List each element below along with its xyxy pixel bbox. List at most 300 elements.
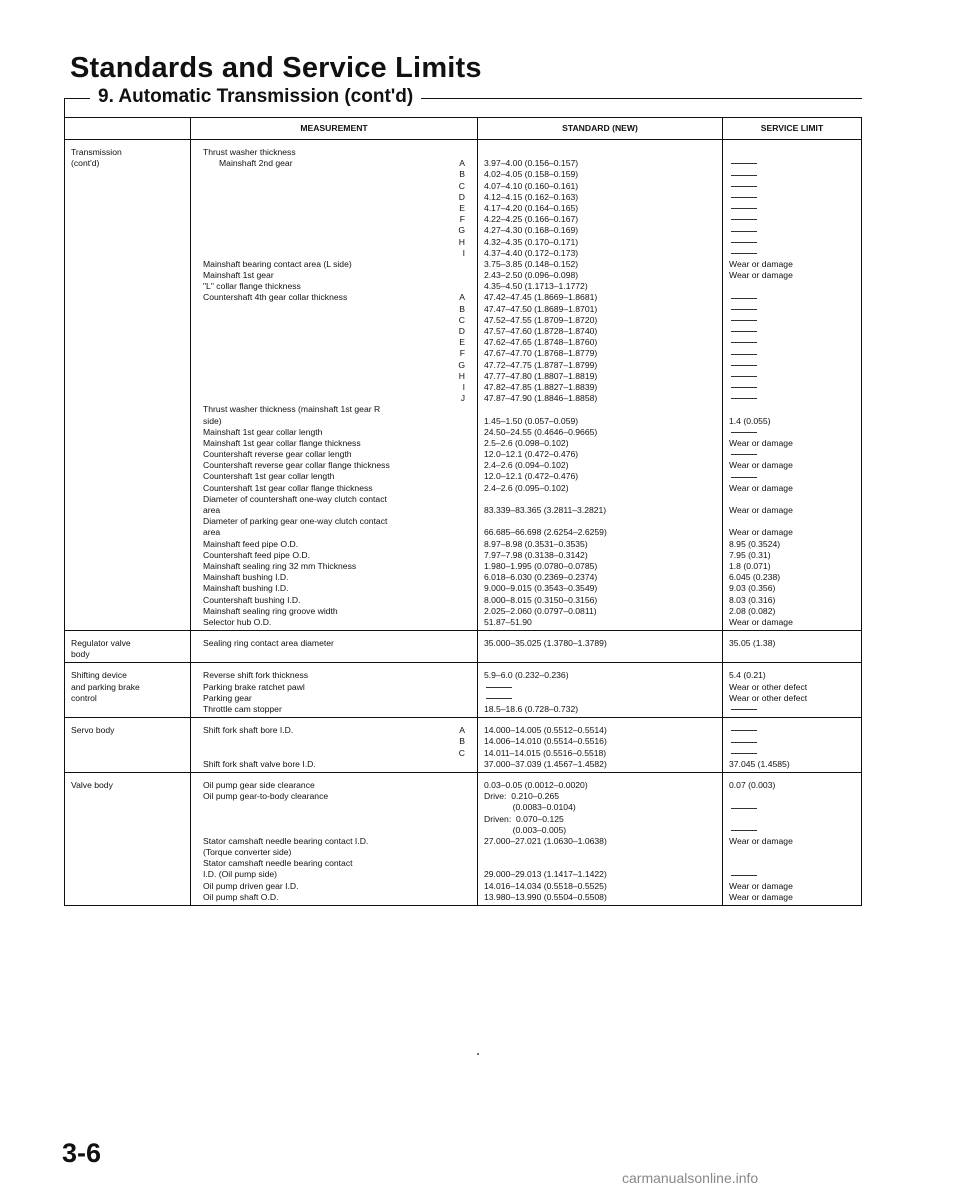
standard-value: [478, 304, 722, 315]
category-label: Transmission: [71, 147, 122, 157]
standard-text: 2.5–2.6 (0.098–0.102): [484, 437, 569, 448]
standard-cell: [478, 663, 723, 718]
measurement-label: Shift fork shaft valve bore I.D.: [203, 758, 316, 769]
standard-text: 35.000–35.025 (1.3780–1.3789): [484, 638, 607, 649]
standard-value: [478, 404, 722, 415]
standard-value: [478, 825, 722, 836]
dash-mark: [731, 253, 757, 254]
standard-text: 4.12–4.15 (0.162–0.163): [484, 191, 579, 202]
measurement-line: [191, 404, 477, 415]
dash-mark: [731, 219, 757, 220]
service-limit-text: 35.05 (1.38): [729, 638, 776, 649]
standard-text: 1.45–1.50 (0.057–0.059): [484, 415, 579, 426]
service-limit-value: [723, 237, 861, 248]
measurement-label: Countershaft reverse gear collar flange thickness: [203, 460, 390, 471]
measurement-label: Parking gear: [203, 692, 252, 703]
standard-text: 1.980–1.995 (0.0780–0.0785): [484, 560, 598, 571]
measurement-label: Mainshaft bearing contact area (L side): [203, 258, 352, 269]
service-limit-value: [723, 606, 861, 617]
standard-value: [478, 516, 722, 527]
measurement-label: Oil pump driven gear I.D.: [203, 880, 299, 891]
measurement-line: [191, 337, 477, 348]
service-limit-value: [723, 527, 861, 538]
measurement-label: Mainshaft bushing I.D.: [203, 583, 289, 594]
measurement-line: [191, 225, 477, 236]
dash-mark: [731, 197, 757, 198]
standard-text: 37.000–37.039 (1.4567–1.4582): [484, 758, 607, 769]
service-limit-value: [723, 449, 861, 460]
dash-mark: [486, 687, 512, 688]
standard-text: 7.97–7.98 (0.3138–0.3142): [484, 549, 588, 560]
service-limit-text: Wear or damage: [729, 270, 793, 281]
standard-value: [478, 360, 722, 371]
service-limit-value: [723, 158, 861, 169]
standard-cell: [478, 718, 723, 773]
service-limit-value: [723, 847, 861, 858]
measurement-line: [191, 270, 477, 281]
service-limit-value: [723, 505, 861, 516]
service-limit-value: [723, 315, 861, 326]
standard-text: 47.67–47.70 (1.8768–1.8779): [484, 348, 598, 359]
dash-mark: [731, 208, 757, 209]
standard-text: 4.32–4.35 (0.170–0.171): [484, 236, 579, 247]
category-label: (cont'd): [71, 158, 100, 169]
category-cell: [65, 631, 191, 663]
measurement-label: Reverse shift fork thickness: [203, 670, 309, 681]
measurement-line: [191, 802, 477, 813]
measurement-line: [191, 693, 477, 704]
service-limit-value: [723, 693, 861, 704]
service-limit-value: [723, 561, 861, 572]
standard-text: 47.62–47.65 (1.8748–1.8760): [484, 337, 598, 348]
measurement-suffix: C: [458, 314, 465, 325]
standard-text: 8.000–8.015 (0.3150–0.3156): [484, 594, 598, 605]
measurement-suffix: D: [458, 191, 465, 202]
service-limit-cell: [723, 140, 862, 631]
standard-value: [478, 281, 722, 292]
dash-mark: [731, 454, 757, 455]
standard-value: [478, 460, 722, 471]
service-limit-text: Wear or damage: [729, 880, 793, 891]
service-limit-text: Wear or other defect: [729, 692, 808, 703]
measurement-suffix: A: [459, 725, 465, 736]
standard-text: 47.77–47.80 (1.8807–1.8819): [484, 370, 598, 381]
measurement-label: Countershaft feed pipe O.D.: [203, 549, 311, 560]
measurement-label: Mainshaft sealing ring groove width: [203, 605, 338, 616]
standard-value: [478, 483, 722, 494]
measurement-label: Mainshaft sealing ring 32 mm Thickness: [203, 560, 357, 571]
service-limit-value: [723, 203, 861, 214]
measurement-label: Mainshaft feed pipe O.D.: [203, 538, 299, 549]
dash-mark: [731, 331, 757, 332]
service-limit-text: Wear or damage: [729, 616, 793, 627]
service-limit-value: [723, 382, 861, 393]
measurement-label: area: [203, 527, 221, 538]
measurement-line: [191, 360, 477, 371]
measurement-label: Countershaft reverse gear collar length: [203, 449, 352, 460]
measurement-line: [191, 825, 477, 836]
service-limit-value: [723, 471, 861, 482]
service-limit-value: [723, 638, 861, 649]
standard-text: 2.025–2.060 (0.0797–0.0811): [484, 605, 597, 616]
service-limit-text: 6.045 (0.238): [729, 572, 781, 583]
service-limit-value: [723, 670, 861, 681]
watermark: carmanualsonline.info: [622, 1170, 759, 1186]
standard-text: 2.4–2.6 (0.094–0.102): [484, 460, 569, 471]
measurement-suffix: A: [459, 292, 465, 303]
standard-text: 47.42–47.45 (1.8669–1.8681): [484, 292, 598, 303]
standard-value: [478, 858, 722, 869]
measurement-line: [191, 326, 477, 337]
measurement-line: [191, 460, 477, 471]
service-limit-value: [723, 550, 861, 561]
page-title: Standards and Service Limits: [70, 52, 482, 84]
service-limit-value: [723, 438, 861, 449]
measurement-label: Mainshaft bushing I.D.: [203, 572, 289, 583]
standard-value: [478, 791, 722, 802]
standard-text: 66.685–66.698 (2.6254–2.6259): [484, 527, 607, 538]
standard-text: 14.016–14.034 (0.5518–0.5525): [484, 880, 607, 891]
category-label: and parking brake: [71, 681, 140, 692]
dash-mark: [731, 242, 757, 243]
measurement-line: [191, 725, 477, 736]
standard-text: 2.4–2.6 (0.095–0.102): [484, 482, 569, 493]
standard-value: [478, 337, 722, 348]
measurement-label: Mainshaft 1st gear collar flange thickness: [203, 437, 361, 448]
measurement-line: [191, 304, 477, 315]
measurement-label: (Torque converter side): [203, 847, 292, 858]
standard-text: 4.17–4.20 (0.164–0.165): [484, 202, 579, 213]
dash-mark: [731, 175, 757, 176]
category-label: control: [71, 692, 97, 703]
measurement-line: [191, 836, 477, 847]
measurement-label: Countershaft 1st gear collar length: [203, 471, 335, 482]
category-cell: [65, 718, 191, 773]
measurement-line: [191, 606, 477, 617]
measurement-line: [191, 572, 477, 583]
table-body: [65, 140, 862, 906]
measurement-label: Stator camshaft needle bearing contact I.D.: [203, 835, 369, 846]
standard-value: [478, 748, 722, 759]
measurement-suffix: F: [459, 348, 465, 359]
standard-value: [478, 348, 722, 359]
standard-text: 14.000–14.005 (0.5512–0.5514): [484, 725, 607, 736]
service-limit-text: Wear or damage: [729, 460, 793, 471]
measurement-label: Countershaft 4th gear collar thickness: [203, 292, 348, 303]
service-limit-value: [723, 802, 861, 813]
standard-text: 3.97–4.00 (0.156–0.157): [484, 158, 579, 169]
standard-text: 5.9–6.0 (0.232–0.236): [484, 670, 569, 681]
service-limit-text: Wear or damage: [729, 258, 793, 269]
dash-mark: [731, 753, 757, 754]
header-blank: [65, 118, 191, 140]
standard-value: [478, 780, 722, 791]
standard-value: [478, 869, 722, 880]
dash-mark: [731, 875, 757, 876]
service-limit-value: [723, 595, 861, 606]
category-cell: [65, 772, 191, 905]
standard-value: [478, 725, 722, 736]
standard-text: 83.339–83.365 (3.2811–3.2821): [484, 505, 607, 515]
measurement-suffix: F: [459, 214, 465, 225]
measurement-line: [191, 237, 477, 248]
measurement-suffix: E: [459, 337, 465, 348]
measurement-cell: [191, 663, 478, 718]
standard-text: 6.018–6.030 (0.2369–0.2374): [484, 572, 598, 583]
measurement-line: [191, 847, 477, 858]
measurement-line: [191, 192, 477, 203]
standard-value: [478, 617, 722, 628]
measurement-suffix: A: [459, 158, 465, 169]
measurement-line: [191, 248, 477, 259]
measurement-line: [191, 203, 477, 214]
measurement-label: Mainshaft 2nd gear: [219, 158, 293, 169]
measurement-suffix: B: [459, 736, 465, 747]
measurement-label: Throttle cam stopper: [203, 704, 282, 715]
measurement-suffix: I: [462, 247, 465, 258]
measurement-cell: [191, 718, 478, 773]
standard-value: [478, 225, 722, 236]
standard-text: 13.980–13.990 (0.5504–0.5508): [484, 891, 607, 902]
service-limit-text: Wear or damage: [729, 482, 793, 493]
dash-mark: [731, 186, 757, 187]
service-limit-value: [723, 617, 861, 628]
standard-value: [478, 214, 722, 225]
measurement-line: [191, 527, 477, 538]
service-limit-value: [723, 460, 861, 471]
standard-value: [478, 192, 722, 203]
header-standard: STANDARD (NEW): [478, 118, 723, 140]
measurement-label: Stator camshaft needle bearing contact: [203, 858, 353, 869]
measurement-line: [191, 858, 477, 869]
standard-value: [478, 505, 722, 516]
measurement-suffix: G: [458, 225, 465, 236]
measurement-line: [191, 494, 477, 505]
measurement-suffix: E: [459, 202, 465, 213]
measurement-line: [191, 416, 477, 427]
standard-text: 8.97–8.98 (0.3531–0.3535): [484, 538, 588, 549]
standard-value: [478, 393, 722, 404]
measurement-line: [191, 181, 477, 192]
measurement-label: Oil pump gear side clearance: [203, 779, 315, 790]
service-limit-value: [723, 192, 861, 203]
measurement-label: Oil pump gear-to-body clearance: [203, 791, 329, 802]
service-limit-cell: [723, 772, 862, 905]
dash-mark: [731, 309, 757, 310]
service-limit-value: [723, 169, 861, 180]
standard-text: 12.0–12.1 (0.472–0.476): [484, 449, 579, 460]
measurement-label: side): [203, 415, 222, 426]
table-row: [65, 631, 862, 663]
dash-mark: [731, 398, 757, 399]
service-limit-value: [723, 371, 861, 382]
dash-mark: [731, 709, 757, 710]
measurement-label: Diameter of countershaft one-way clutch contact: [203, 493, 387, 504]
standard-value: [478, 892, 722, 903]
service-limit-value: [723, 736, 861, 747]
measurement-line: [191, 736, 477, 747]
measurement-line: [191, 483, 477, 494]
service-limit-value: [723, 881, 861, 892]
table-row: [65, 772, 862, 905]
service-limit-value: [723, 214, 861, 225]
standard-value: [478, 371, 722, 382]
service-limit-value: [723, 494, 861, 505]
service-limit-value: [723, 416, 861, 427]
measurement-label: Shift fork shaft bore I.D.: [203, 725, 294, 736]
measurement-line: [191, 281, 477, 292]
standard-value: [478, 550, 722, 561]
service-limit-value: [723, 725, 861, 736]
service-limit-value: [723, 281, 861, 292]
measurement-label: "L" collar flange thickness: [203, 281, 301, 292]
standard-value: [478, 638, 722, 649]
service-limit-value: [723, 259, 861, 270]
header-service-limit: SERVICE LIMIT: [723, 118, 862, 140]
standard-value: [478, 471, 722, 482]
measurement-line: [191, 617, 477, 628]
standard-value: [478, 326, 722, 337]
service-limit-cell: [723, 631, 862, 663]
standard-text: 4.07–4.10 (0.160–0.161): [484, 180, 579, 191]
standard-text: 47.87–47.90 (1.8846–1.8858): [484, 393, 598, 404]
service-limit-value: [723, 791, 861, 802]
service-limit-text: 0.07 (0.003): [729, 779, 776, 790]
measurement-label: Thrust washer thickness: [203, 147, 296, 157]
standard-value: [478, 382, 722, 393]
measurement-cell: [191, 631, 478, 663]
service-limit-value: [723, 483, 861, 494]
standard-value: [478, 539, 722, 550]
category-cell: [65, 663, 191, 718]
measurement-cell: [191, 140, 478, 631]
standard-text: 14.011–14.015 (0.5516–0.5518): [484, 747, 607, 758]
dash-mark: [731, 830, 757, 831]
header-measurement: MEASUREMENT: [191, 118, 478, 140]
standard-value: [478, 147, 722, 158]
standard-value: [478, 237, 722, 248]
service-limit-value: [723, 858, 861, 869]
standard-value: [478, 259, 722, 270]
standard-text: 24.50–24.55 (0.4646–0.9665): [484, 426, 598, 437]
page-number: 3-6: [62, 1138, 102, 1168]
category-label: Valve body: [71, 779, 113, 790]
table-row: [65, 718, 862, 773]
dash-mark: [731, 432, 757, 433]
standard-value: [478, 606, 722, 617]
standard-value: [478, 836, 722, 847]
service-limit-text: Wear or damage: [729, 891, 793, 902]
service-limit-value: [723, 270, 861, 281]
measurement-line: [191, 595, 477, 606]
standard-text: 29.000–29.013 (1.1417–1.1422): [484, 869, 607, 880]
category-cell: [65, 140, 191, 631]
service-limit-value: [723, 583, 861, 594]
dash-mark: [731, 730, 757, 731]
measurement-suffix: I: [462, 381, 465, 392]
specifications-table: [64, 117, 862, 906]
standard-value: [478, 427, 722, 438]
standard-cell: [478, 772, 723, 905]
service-limit-value: [723, 836, 861, 847]
service-limit-value: [723, 248, 861, 259]
measurement-line: [191, 759, 477, 770]
service-limit-text: 8.95 (0.3524): [729, 538, 781, 549]
category-label: body: [71, 649, 90, 660]
category-label: Servo body: [71, 725, 115, 736]
dash-mark: [731, 387, 757, 388]
measurement-label: Countershaft bushing I.D.: [203, 594, 301, 605]
service-limit-value: [723, 748, 861, 759]
standard-text: 14.006–14.010 (0.5514–0.5516): [484, 736, 607, 747]
dash-mark: [731, 742, 757, 743]
measurement-line: [191, 449, 477, 460]
service-limit-value: [723, 539, 861, 550]
dash-mark: [731, 298, 757, 299]
standard-value: [478, 203, 722, 214]
dash-mark: [486, 698, 512, 699]
measurement-line: [191, 259, 477, 270]
standard-value: [478, 270, 722, 281]
print-speck: [477, 1053, 479, 1055]
measurement-label: Thrust washer thickness (mainshaft 1st gear R: [203, 404, 381, 415]
measurement-line: [191, 292, 477, 303]
standard-value: [478, 416, 722, 427]
service-limit-value: [723, 393, 861, 404]
measurement-label: Diameter of parking gear one-way clutch contact: [203, 516, 388, 527]
service-limit-value: [723, 704, 861, 715]
table-row: [65, 663, 862, 718]
service-limit-text: 5.4 (0.21): [729, 670, 766, 681]
dash-mark: [731, 477, 757, 478]
measurement-line: [191, 869, 477, 880]
standard-value: [478, 693, 722, 704]
section-heading: 9. Automatic Transmission (cont'd): [90, 86, 421, 108]
measurement-label: Mainshaft 1st gear: [203, 270, 274, 281]
dash-mark: [731, 320, 757, 321]
measurement-label: I.D. (Oil pump side): [203, 869, 278, 880]
standard-value: [478, 736, 722, 747]
service-limit-text: 8.03 (0.316): [729, 594, 776, 605]
standard-text: 4.02–4.05 (0.158–0.159): [484, 169, 579, 180]
measurement-label: Countershaft 1st gear collar flange thickness: [203, 482, 373, 493]
service-limit-value: [723, 326, 861, 337]
measurement-label: Sealing ring contact area diameter: [203, 638, 334, 649]
table-row: [65, 140, 862, 631]
standard-value: [478, 438, 722, 449]
measurement-line: [191, 393, 477, 404]
measurement-suffix: B: [459, 303, 465, 314]
standard-value: [478, 670, 722, 681]
standard-value: [478, 494, 722, 505]
standard-value: [478, 881, 722, 892]
service-limit-value: [723, 427, 861, 438]
measurement-line: [191, 348, 477, 359]
standard-cell: [478, 631, 723, 663]
service-limit-value: [723, 337, 861, 348]
standard-text: 4.35–4.50 (1.1713–1.1772): [484, 281, 588, 292]
standard-text: 9.000–9.015 (0.3543–0.3549): [484, 583, 598, 594]
standard-text: 47.52–47.55 (1.8709–1.8720): [484, 314, 598, 325]
measurement-line: [191, 427, 477, 438]
dash-mark: [731, 365, 757, 366]
service-limit-value: [723, 814, 861, 825]
measurement-suffix: G: [458, 359, 465, 370]
standard-text: 12.0–12.1 (0.472–0.476): [484, 471, 579, 482]
service-limit-value: [723, 181, 861, 192]
measurement-suffix: B: [459, 169, 465, 180]
measurement-label: Parking brake ratchet pawl: [203, 681, 305, 692]
